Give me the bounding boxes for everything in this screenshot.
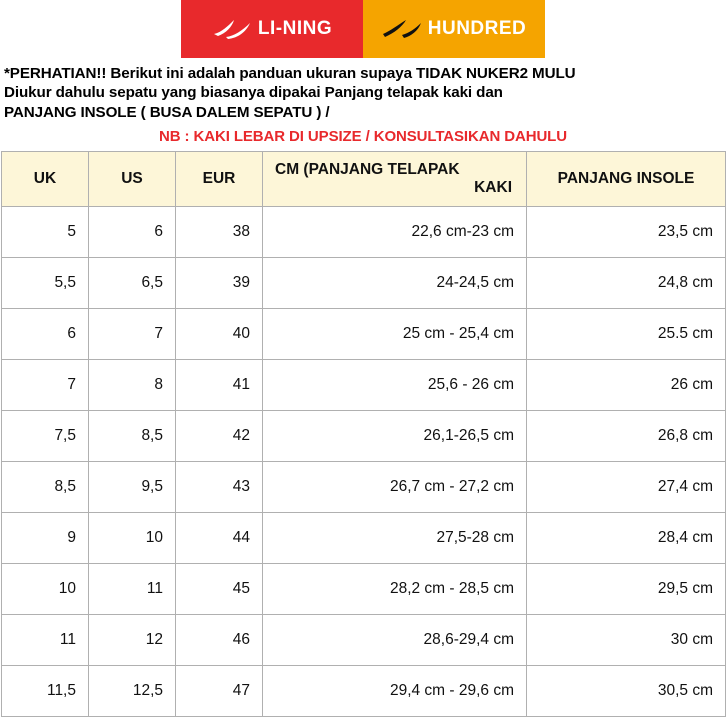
cell-cm: 25 cm - 25,4 cm	[263, 309, 527, 360]
cell-eur: 47	[176, 666, 263, 717]
cell-cm: 28,2 cm - 28,5 cm	[263, 564, 527, 615]
cell-cm: 26,1-26,5 cm	[263, 411, 527, 462]
li-ning-logo-text: LI-NING	[257, 18, 333, 39]
table-row	[2, 360, 726, 411]
table-row	[2, 258, 726, 309]
cell-cm: 26,7 cm - 27,2 cm	[263, 462, 527, 513]
cell-insole: 28,4 cm	[527, 513, 726, 564]
size-conversion-table	[1, 151, 726, 717]
cell-insole: 26,8 cm	[527, 411, 726, 462]
brand-logo-bar	[0, 0, 726, 58]
notice-line-1: *PERHATIAN!! Berikut ini adalah panduan ukuran supaya TIDAK NUKER2 MULU	[4, 65, 576, 82]
cell-cm: 24-24,5 cm	[263, 258, 527, 309]
cell-insole: 30,5 cm	[527, 666, 726, 717]
cell-us: 8	[89, 360, 176, 411]
cell-uk: 6	[2, 309, 89, 360]
cell-cm: 22,6 cm-23 cm	[263, 207, 527, 258]
cell-uk: 11,5	[2, 666, 89, 717]
cell-eur: 43	[176, 462, 263, 513]
table-row	[2, 615, 726, 666]
cell-eur: 41	[176, 360, 263, 411]
cell-insole: 27,4 cm	[527, 462, 726, 513]
column-header-us: US	[89, 152, 176, 207]
table-row	[2, 564, 726, 615]
column-header-insole: PANJANG INSOLE	[527, 152, 726, 207]
cell-eur: 40	[176, 309, 263, 360]
column-header-cm	[263, 152, 527, 207]
cell-eur: 38	[176, 207, 263, 258]
cell-cm: 29,4 cm - 29,6 cm	[263, 666, 527, 717]
cell-us: 10	[89, 513, 176, 564]
notice-line-2: Diukur dahulu sepatu yang biasanya dipakai Panjang telapak kaki dan	[4, 84, 503, 102]
cell-uk: 5,5	[2, 258, 89, 309]
cell-uk: 8,5	[2, 462, 89, 513]
cell-insole: 25.5 cm	[527, 309, 726, 360]
cell-uk: 9	[2, 513, 89, 564]
cell-eur: 42	[176, 411, 263, 462]
column-header-eur: EUR	[176, 152, 263, 207]
cell-eur: 44	[176, 513, 263, 564]
cell-us: 9,5	[89, 462, 176, 513]
table-row	[2, 207, 726, 258]
column-header-cm-line2: KAKI	[474, 179, 512, 197]
cell-insole: 30 cm	[527, 615, 726, 666]
cell-cm: 28,6-29,4 cm	[263, 615, 527, 666]
cell-us: 11	[89, 564, 176, 615]
cell-us: 6,5	[89, 258, 176, 309]
cell-cm: 27,5-28 cm	[263, 513, 527, 564]
cell-eur: 39	[176, 258, 263, 309]
hundred-logo-text: HUNDRED	[427, 18, 527, 39]
cell-us: 8,5	[89, 411, 176, 462]
cell-uk: 5	[2, 207, 89, 258]
notice-line-3: PANJANG INSOLE ( BUSA DALEM SEPATU ) /	[4, 103, 330, 121]
hundred-logo	[363, 0, 545, 58]
cell-uk: 7,5	[2, 411, 89, 462]
table-header-row	[2, 152, 726, 207]
column-header-cm-line1: CM (PANJANG TELAPAK	[275, 161, 460, 179]
cell-uk: 7	[2, 360, 89, 411]
cell-insole: 26 cm	[527, 360, 726, 411]
cell-eur: 46	[176, 615, 263, 666]
table-row	[2, 411, 726, 462]
table-body	[2, 207, 726, 717]
cell-us: 7	[89, 309, 176, 360]
column-header-uk: UK	[2, 152, 89, 207]
cell-us: 6	[89, 207, 176, 258]
table-row	[2, 666, 726, 717]
li-ning-logo-icon	[212, 18, 252, 40]
cell-us: 12,5	[89, 666, 176, 717]
cell-insole: 23,5 cm	[527, 207, 726, 258]
table-row	[2, 309, 726, 360]
table-row	[2, 462, 726, 513]
cell-insole: 24,8 cm	[527, 258, 726, 309]
cell-uk: 11	[2, 615, 89, 666]
cell-insole: 29,5 cm	[527, 564, 726, 615]
table-row	[2, 513, 726, 564]
cell-cm: 25,6 - 26 cm	[263, 360, 527, 411]
cell-us: 12	[89, 615, 176, 666]
li-ning-logo	[181, 0, 363, 58]
hundred-logo-icon	[382, 19, 422, 39]
attention-notice	[0, 58, 726, 122]
cell-eur: 45	[176, 564, 263, 615]
nb-note: NB : KAKI LEBAR DI UPSIZE / KONSULTASIKAN DAHULU	[159, 128, 567, 146]
cell-uk: 10	[2, 564, 89, 615]
